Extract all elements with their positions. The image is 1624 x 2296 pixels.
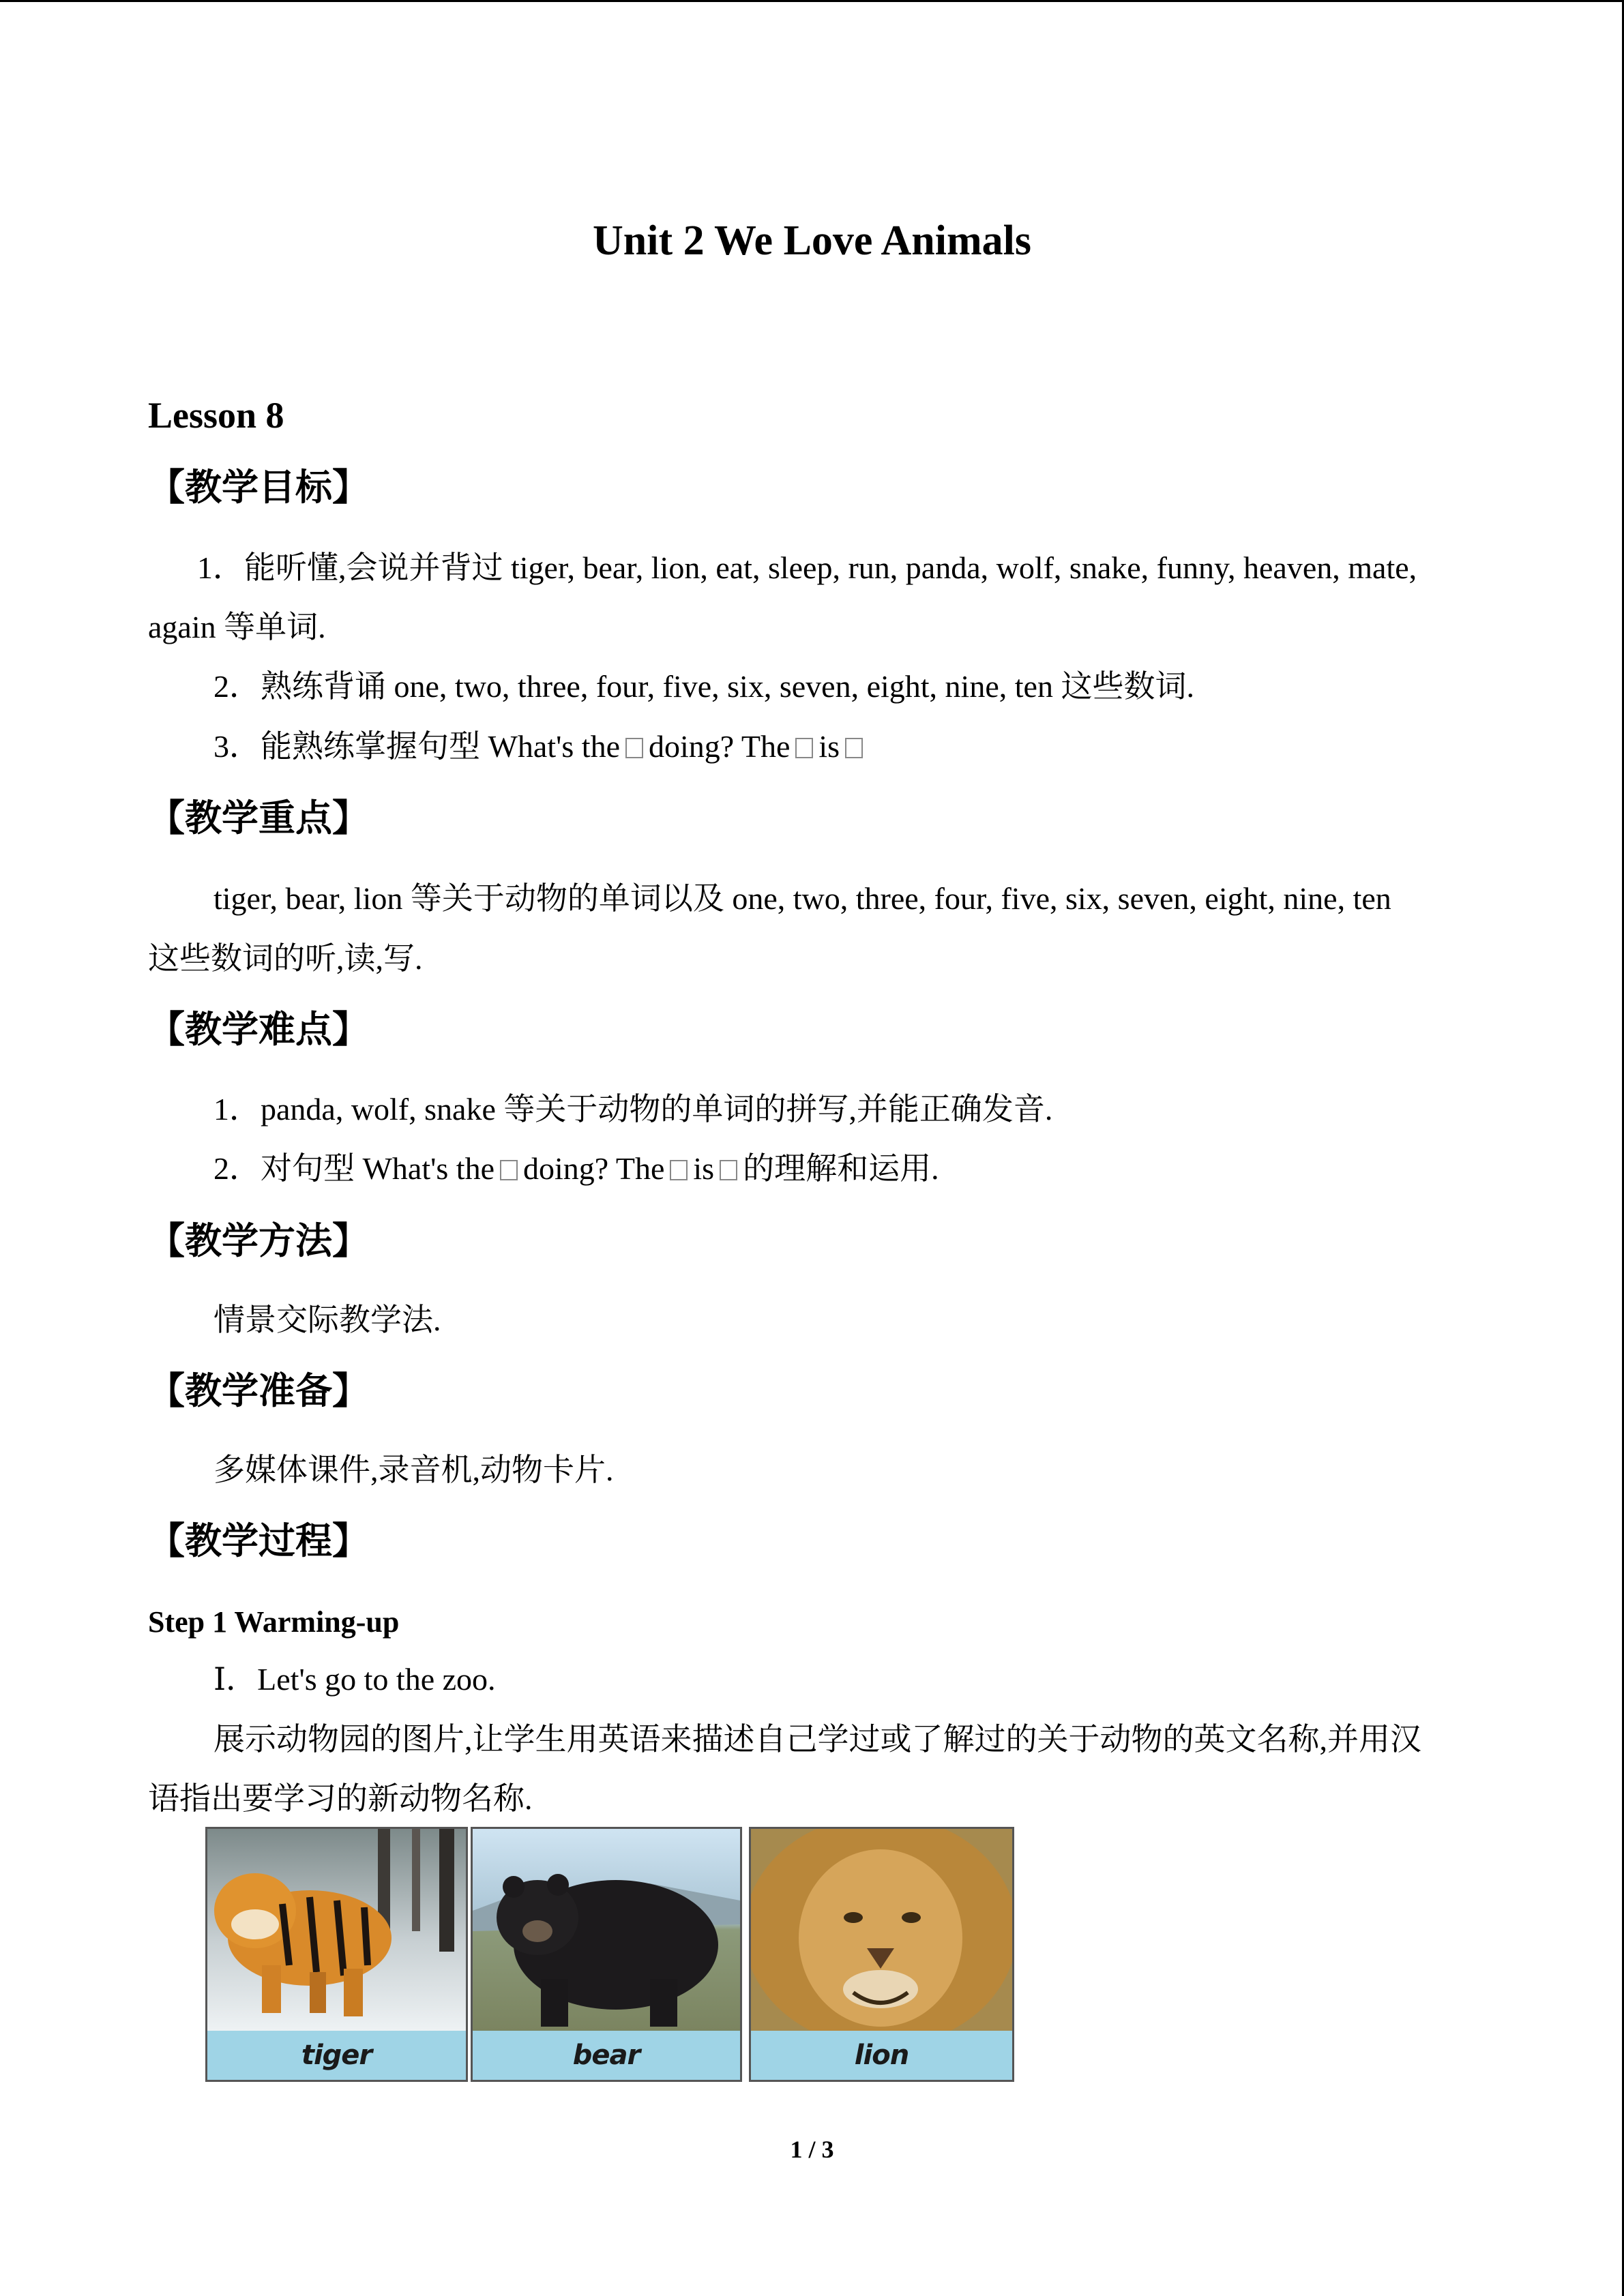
- diff-2-text-b: doing? The: [523, 1151, 665, 1186]
- bear-photo-icon: [473, 1829, 740, 2031]
- preparation-heading: 【教学准备】: [148, 1369, 369, 1412]
- blank-box: [670, 1160, 688, 1180]
- lion-caption: lion: [751, 2031, 1012, 2080]
- key-points-line-2: 这些数词的听,读,写.: [148, 941, 423, 976]
- page-number: 1 / 3: [790, 2136, 834, 2163]
- key-points-line-1: tiger, bear, lion 等关于动物的单词以及 one, two, three, four, five, six, seven, eight, nine, ten: [213, 881, 1391, 916]
- goal-1-line-1: 1．能听懂,会说并背过 tiger, bear, lion, eat, sleep, run, panda, wolf, snake, funny, heaven, mate,: [197, 550, 1417, 585]
- goals-heading: 【教学目标】: [148, 466, 369, 509]
- key-points-heading: 【教学重点】: [148, 796, 369, 839]
- step-1-desc-line-2: 语指出要学习的新动物名称.: [148, 1781, 533, 1816]
- goal-3-text-c: is: [818, 729, 840, 764]
- difficult-points-heading: 【教学难点】: [148, 1008, 369, 1051]
- diff-2-text-c: is: [693, 1151, 715, 1186]
- step-1-heading: Step 1 Warming-up: [148, 1605, 400, 1639]
- step-1-item: Ⅰ．Let's go to the zoo.: [213, 1662, 496, 1697]
- goal-3-text-b: doing? The: [649, 729, 791, 764]
- goal-3: [213, 717, 868, 776]
- goal-1-line-2: again 等单词.: [148, 610, 326, 644]
- step-1-desc-line-1: 展示动物园的图片,让学生用英语来描述自己学过或了解过的关于动物的英文名称,并用汉: [213, 1722, 1421, 1757]
- goal-2: 2．熟练背诵 one, two, three, four, five, six, seven, eight, nine, ten 这些数词.: [213, 669, 1194, 704]
- document-title: Unit 2 We Love Animals: [592, 218, 1032, 264]
- preparation-text: 多媒体课件,录音机,动物卡片.: [213, 1452, 614, 1487]
- method-heading: 【教学方法】: [148, 1219, 369, 1262]
- bear-card: [471, 1827, 742, 2082]
- lesson-label: Lesson 8: [148, 395, 284, 436]
- tiger-caption: tiger: [207, 2031, 466, 2080]
- top-border: [0, 0, 1624, 2]
- lion-card: [749, 1827, 1014, 2082]
- difficult-point-1: 1．panda, wolf, snake 等关于动物的单词的拼写,并能正确发音.: [213, 1092, 1053, 1127]
- blank-box: [795, 738, 813, 758]
- tiger-card: [205, 1827, 468, 2082]
- process-heading: 【教学过程】: [148, 1519, 369, 1562]
- blank-box: [845, 738, 863, 758]
- diff-2-text-d: 的理解和运用.: [743, 1151, 939, 1186]
- method-text: 情景交际教学法.: [213, 1302, 441, 1337]
- difficult-point-2: [213, 1139, 939, 1198]
- bear-caption: bear: [473, 2031, 740, 2080]
- tiger-photo-icon: [207, 1829, 466, 2031]
- blank-box: [500, 1160, 518, 1180]
- lion-photo-icon: [751, 1829, 1012, 2031]
- blank-box: [720, 1160, 737, 1180]
- goal-3-text-a: 3．能熟练掌握句型 What's the: [213, 729, 621, 764]
- diff-2-text-a: 2．对句型 What's the: [213, 1151, 495, 1186]
- blank-box: [625, 738, 643, 758]
